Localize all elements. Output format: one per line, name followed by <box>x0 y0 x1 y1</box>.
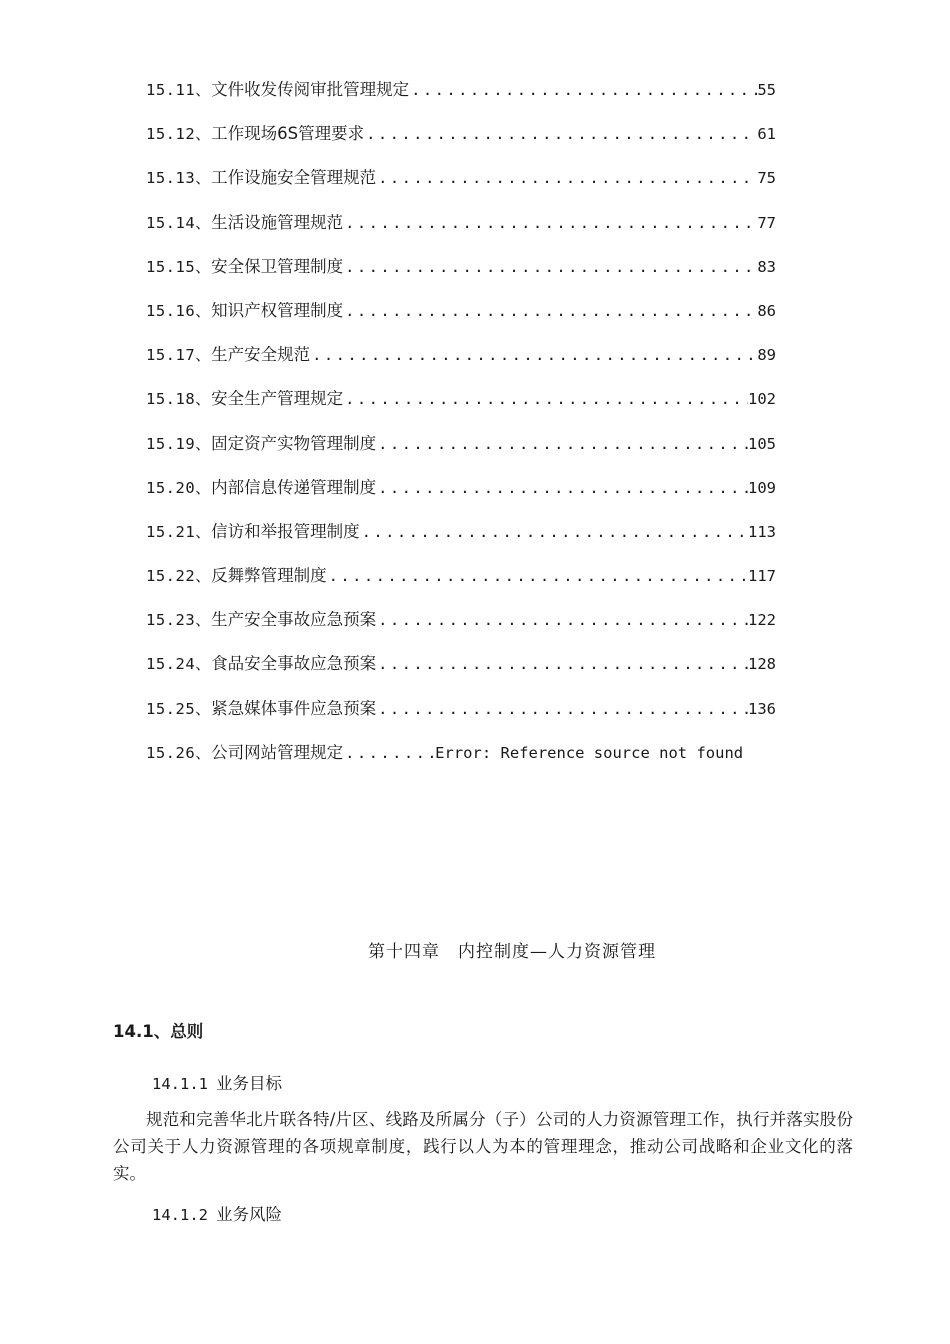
toc-entry-number: 15.14、 <box>146 213 212 232</box>
toc-leader-dots <box>376 435 748 453</box>
toc-entry-page: 89 <box>757 346 776 365</box>
toc-entry-page: 128 <box>748 655 776 674</box>
toc-entry-number: 15.24、 <box>146 655 212 674</box>
toc-entry-title: 知识产权管理制度 <box>211 300 344 320</box>
toc-entry[interactable] <box>146 650 776 694</box>
toc-entry-number: 15.20、 <box>146 478 212 497</box>
toc-leader-dots <box>376 611 748 629</box>
toc-entry-page: 77 <box>757 213 776 232</box>
toc-leader-dots <box>343 744 435 762</box>
toc-leader-dots <box>376 700 748 718</box>
toc-entry-page: 75 <box>757 169 776 188</box>
toc-leader-dots <box>343 302 757 320</box>
toc-entry[interactable] <box>146 739 776 783</box>
toc-leader-dots <box>360 523 748 541</box>
toc-entry[interactable] <box>146 518 776 562</box>
toc-entry[interactable] <box>146 253 776 297</box>
toc-entry-title: 信访和举报管理制度 <box>211 521 360 541</box>
toc-entry-title: 文件收发传阅审批管理规定 <box>211 80 410 99</box>
section-heading: 14.1、总则 <box>113 1022 204 1041</box>
subsection-text: 业务风险 <box>216 1205 282 1224</box>
subsection-heading <box>152 1201 282 1225</box>
toc-entry-page: 105 <box>748 434 776 453</box>
chapter-title: 第十四章 内控制度—人力资源管理 <box>368 942 656 962</box>
toc-entry[interactable] <box>146 695 776 739</box>
toc-entry[interactable] <box>146 474 776 518</box>
toc-entry-title: 公司网站管理规定 <box>211 742 344 762</box>
toc-entry-title: 生产安全规范 <box>211 345 311 365</box>
toc-entry-page: 102 <box>748 390 776 409</box>
toc-entry-number: 15.12、 <box>146 125 212 144</box>
toc-leader-dots <box>343 258 757 276</box>
toc-entry-page: 122 <box>748 611 776 630</box>
toc-entry-number: 15.19、 <box>146 434 212 453</box>
subsection-text: 业务目标 <box>216 1074 282 1093</box>
toc-leader-dots <box>327 567 748 585</box>
toc-entry-number: 15.11、 <box>146 81 212 99</box>
toc-entry-title: 内部信息传递管理制度 <box>211 477 377 497</box>
toc-entry-title: 安全保卫管理制度 <box>211 256 344 276</box>
toc-entry-page: 136 <box>748 699 776 718</box>
toc-entry-title: 生产安全事故应急预案 <box>211 610 377 630</box>
subsection-number: 14.1.2 <box>152 1206 208 1224</box>
toc-entry-title: 生活设施管理规范 <box>211 212 344 232</box>
toc-entry-number: 15.25、 <box>146 699 212 718</box>
toc-entry-page: 117 <box>748 567 776 586</box>
subsection-heading <box>152 1070 282 1094</box>
toc-entry-page: 113 <box>748 522 776 541</box>
table-of-contents <box>146 76 776 783</box>
toc-entry-number: 15.15、 <box>146 257 212 276</box>
toc-entry-number: 15.16、 <box>146 301 212 320</box>
toc-leader-dots <box>343 214 757 232</box>
toc-entry-title: 反舞弊管理制度 <box>211 566 327 586</box>
toc-entry[interactable] <box>146 297 776 341</box>
subsection-number: 14.1.1 <box>152 1075 208 1093</box>
toc-entry-page: 109 <box>748 478 776 497</box>
toc-leader-dots <box>376 479 748 497</box>
toc-entry-number: 15.22、 <box>146 567 212 586</box>
toc-entry-page: 83 <box>757 257 776 276</box>
toc-leader-dots <box>343 390 748 408</box>
toc-entry[interactable] <box>146 430 776 474</box>
toc-entry-title: 食品安全事故应急预案 <box>211 654 377 674</box>
toc-entry[interactable] <box>146 120 776 164</box>
toc-entry-page-error: Error: Reference source not found <box>435 743 744 762</box>
toc-entry[interactable] <box>146 209 776 253</box>
toc-entry-title: 紧急媒体事件应急预案 <box>211 698 377 718</box>
toc-entry[interactable] <box>146 606 776 650</box>
toc-entry-page: 86 <box>757 301 776 320</box>
toc-leader-dots <box>310 346 757 364</box>
toc-entry-page: 61 <box>757 125 776 144</box>
toc-entry-number: 15.21、 <box>146 522 212 541</box>
toc-entry-number: 15.23、 <box>146 611 212 630</box>
body-paragraph: 规范和完善华北片联各特/片区、线路及所属分（子）公司的人力资源管理工作，执行并落实股份公司关于人力资源管理的各项规章制度，践行以人为本的管理理念，推动公司战略和企业文化的落实。 <box>113 1110 853 1183</box>
toc-entry-page: 55 <box>757 81 776 99</box>
toc-entry[interactable] <box>146 385 776 429</box>
toc-entry-title: 固定资产实物管理制度 <box>211 433 377 453</box>
toc-entry-title: 工作设施安全管理规范 <box>211 168 377 188</box>
toc-entry-title: 安全生产管理规定 <box>211 389 344 409</box>
toc-entry[interactable] <box>146 164 776 208</box>
toc-entry[interactable] <box>146 562 776 606</box>
toc-entry-number: 15.26、 <box>146 743 212 762</box>
toc-entry[interactable] <box>146 76 776 120</box>
toc-entry-title: 工作现场6S管理要求 <box>211 124 365 144</box>
toc-entry[interactable] <box>146 341 776 385</box>
toc-leader-dots <box>376 169 757 187</box>
toc-entry-number: 15.13、 <box>146 169 212 188</box>
toc-entry-number: 15.17、 <box>146 346 212 365</box>
toc-entry-number: 15.18、 <box>146 390 212 409</box>
toc-leader-dots <box>409 81 757 99</box>
toc-leader-dots <box>376 655 748 673</box>
toc-leader-dots <box>364 125 757 143</box>
